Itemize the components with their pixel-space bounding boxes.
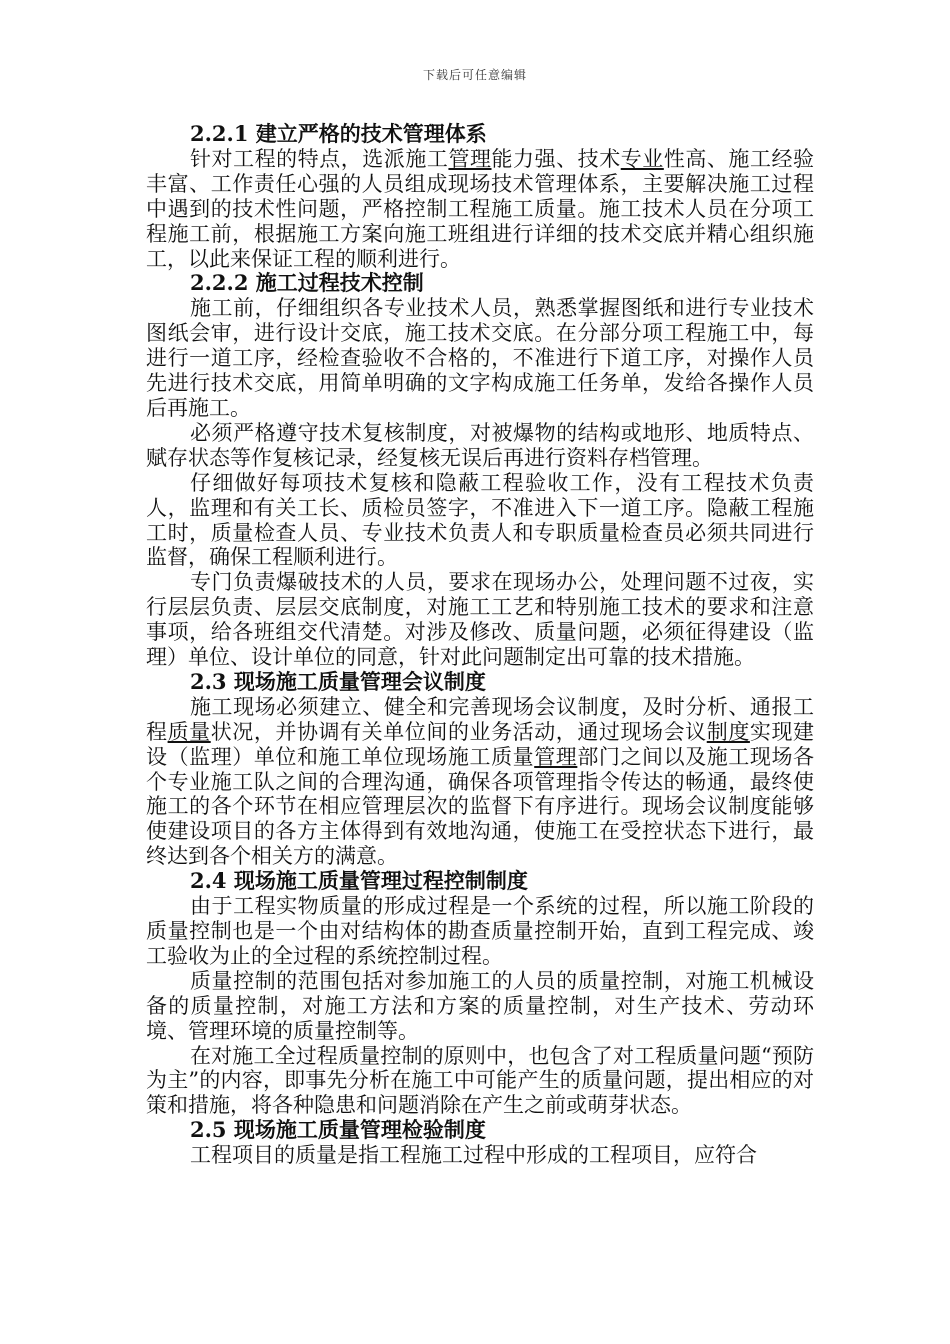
link-guanli-2[interactable]: 管理 xyxy=(534,744,578,769)
text-run: 能力强、技术 xyxy=(491,146,621,171)
paragraph: 专门负责爆破技术的人员，要求在现场办公，处理问题不过夜，实行层层负责、层层交底制度，对施工工艺和特别施工技术的要求和注意事项，给各班组交代清楚。对涉及修改、质量问题，必须征得建设（监理）单位、设计单位的同意，针对此问题制定出可靠的技术措施。 xyxy=(146,570,814,670)
text-run: 实现建设（监理）单位和施工单位现场施工质量 xyxy=(146,719,815,769)
heading-2-4: 2.4 现场施工质量管理过程控制制度 xyxy=(190,868,528,894)
paragraph: 工程项目的质量是指工程施工过程中形成的工程项目，应符合 xyxy=(190,1143,757,1168)
heading-2-2-1: 2.2.1 建立严格的技术管理体系 xyxy=(190,121,487,146)
text-run: 状况，并协调有关单位间的业务活动，通过现场会议 xyxy=(210,719,707,744)
paragraph xyxy=(146,147,814,272)
link-zhidu[interactable]: 制度 xyxy=(706,719,750,744)
paragraph: 在对施工全过程质量控制的原则中，也包含了对工程质量问题“预防为主”的内容，即事先分析在施工中可能产生的质量问题，提出相应的对策和措施，将各种隐患和问题消除在产生之前或萌芽状态。 xyxy=(146,1043,814,1118)
text-run: 施工现场必须建立、健全和完善现场会议制度，及时分析、通报工程 xyxy=(146,694,814,744)
page-header-note: 下载后可任意编辑 xyxy=(422,68,527,82)
paragraph: 必须严格遵守技术复核制度，对被爆物的结构或地形、地质特点、赋存状态等作复核记录，经复核无误后再进行资料存档管理。 xyxy=(146,420,814,470)
heading-2-3: 2.3 现场施工质量管理会议制度 xyxy=(190,668,486,694)
paragraph: 由于工程实物质量的形成过程是一个系统的过程，所以施工阶段的质量控制也是一个由对结构体的勘查质量控制开始，直到工程完成、竣工验收为止的全过程的系统控制过程。 xyxy=(146,894,814,968)
link-zhiliang[interactable]: 质量 xyxy=(167,719,211,744)
paragraph: 仔细做好每项技术复核和隐蔽工程验收工作，没有工程技术负责人，监理和有关工长、质检员签字，不准进入下一道工序。隐蔽工程施工时，质量检查人员、专业技术负责人和专职质量检查员必须共同进行监督，确保工程顺利进行。 xyxy=(146,470,814,570)
document-body xyxy=(146,122,814,1168)
paragraph: 施工前，仔细组织各专业技术人员，熟悉掌握图纸和进行专业技术图纸会审，进行设计交底，施工技术交底。在分部分项工程施工中，每进行一道工序，经检查验收不合格的，不准进行下道工序，对操作人员先进行技术交底，用简单明确的文字构成施工任务单，发给各操作人员后再施工。 xyxy=(146,296,814,420)
text-run: 部门之间以及施工现场各个专业施工队之间的合理沟通，确保各项管理指令传达的畅通，最终使施工的各个环节在相应管理层次的监督下有序进行。现场会议制度能够使建设项目的各方主体得到有效地沟通，使施工在受控状态下进行，最终达到各个相关方的满意。 xyxy=(146,744,815,869)
heading-2-5: 2.5 现场施工质量管理检验制度 xyxy=(190,1117,486,1143)
link-zhuanye[interactable]: 专业 xyxy=(620,146,664,171)
paragraph: 质量控制的范围包括对参加施工的人员的质量控制，对施工机械设备的质量控制，对施工方法和方案的质量控制，对生产技术、劳动环境、管理环境的质量控制等。 xyxy=(146,968,814,1043)
text-run: 性高、施工经验丰富、工作责任心强的人员组成现场技术管理体系，主要解决施工过程中遇到的技术性问题，严格控制工程施工质量。施工技术人员在分项工程施工前，根据施工方案向施工班组进行详细的技术交底并精心组织施工，以此来保证工程的顺利进行。 xyxy=(146,146,815,271)
heading-2-2-2: 2.2.2 施工过程技术控制 xyxy=(190,270,424,296)
text-run: 针对工程的特点，选派施工 xyxy=(190,146,449,171)
paragraph xyxy=(146,695,814,869)
link-guanli[interactable]: 管理 xyxy=(448,146,492,171)
